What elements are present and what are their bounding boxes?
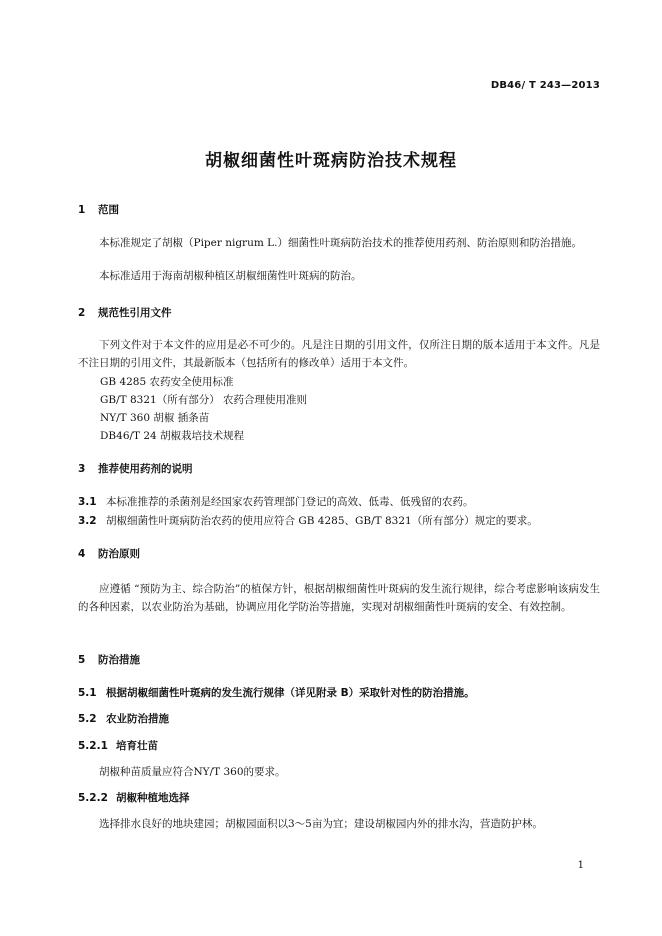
subsection-number: 5.2.1 — [78, 740, 108, 752]
subsection-title: 农业防治措施 — [106, 713, 169, 725]
section-title: 范围 — [98, 204, 119, 216]
section-number: 3 — [78, 463, 86, 475]
section-1-heading — [78, 202, 119, 217]
clause-text: 本标准推荐的杀菌剂是经国家农药管理部门登记的高效、低毒、低残留的农药。 — [106, 496, 474, 508]
section-5-heading — [78, 652, 140, 667]
subsection-number: 5.2.2 — [78, 792, 108, 804]
section-number: 4 — [78, 548, 86, 560]
section-title: 规范性引用文件 — [98, 307, 172, 319]
reference-item: GB/T 8321（所有部分） 农药合理使用准则 — [100, 394, 308, 406]
clause-number: 3.2 — [78, 515, 97, 527]
scope-paragraph-1: 本标准规定了胡椒（Piper nigrum L.）细菌性叶斑病防治技术的推荐使用药剂、防治原则和防治措施。 — [99, 237, 582, 249]
subsection-title: 根据胡椒细菌性叶斑病的发生流行规律（详见附录 B）采取针对性的防治措施。 — [106, 687, 475, 699]
subsection-5-2-1 — [78, 738, 158, 753]
subsection-title: 培育壮苗 — [116, 740, 158, 752]
section-number: 1 — [78, 204, 86, 216]
section-4-heading — [78, 546, 140, 561]
clause-text: 胡椒细菌性叶斑病防治农药的使用应符合 GB 4285、GB/T 8321（所有部分）规定的要求。 — [106, 515, 538, 527]
section-number: 5 — [78, 654, 86, 666]
reference-item: NY/T 360 胡椒 插条苗 — [100, 412, 210, 424]
reference-item: DB46/T 24 胡椒栽培技术规程 — [100, 430, 245, 442]
subsection-5-2-2 — [78, 790, 190, 805]
subsection-title: 胡椒种植地选择 — [116, 792, 190, 804]
clause-3-1 — [78, 493, 600, 511]
standard-code: DB46/ T 243—2013 — [490, 80, 600, 91]
document-title: 胡椒细菌性叶斑病防治技术规程 — [205, 151, 457, 171]
scope-paragraph-2: 本标准适用于海南胡椒种植区胡椒细菌性叶斑病的防治。 — [99, 270, 362, 282]
seedling-paragraph: 胡椒种苗质量应符合NY/T 360的要求。 — [99, 766, 286, 778]
subsection-number: 5.2 — [78, 713, 97, 725]
control-principle-paragraph: 应遵循 “预防为主、综合防治”的植保方针，根据胡椒细菌性叶斑病的发生流行规律，综合考虑影响该病发生的各种因素，以农业防治为基础，协调应用化学防治等措施，实现对胡椒细菌性叶斑病的安全、有效控制。 — [78, 583, 600, 613]
page-number: 1 — [577, 860, 584, 871]
section-2-heading — [78, 305, 172, 320]
clause-number: 3.1 — [78, 496, 97, 508]
clause-3-2 — [78, 512, 600, 530]
section-3-heading — [78, 461, 193, 476]
normative-references-paragraph: 下列文件对于本文件的应用是必不可少的。凡是注日期的引用文件，仅所注日期的版本适用于本文件。凡是不注日期的引用文件，其最新版本（包括所有的修改单）适用于本文件。 — [78, 339, 600, 369]
reference-item: GB 4285 农药安全使用标准 — [100, 376, 234, 388]
section-title: 防治措施 — [98, 654, 140, 666]
subsection-5-1 — [78, 685, 475, 700]
subsection-5-2 — [78, 711, 169, 726]
section-title: 推荐使用药剂的说明 — [98, 463, 193, 475]
subsection-number: 5.1 — [78, 687, 97, 699]
section-number: 2 — [78, 307, 86, 319]
section-title: 防治原则 — [98, 548, 140, 560]
site-selection-paragraph: 选择排水良好的地块建园；胡椒园面积以3～5亩为宜；建设胡椒园内外的排水沟，营造防护林。 — [99, 818, 543, 830]
